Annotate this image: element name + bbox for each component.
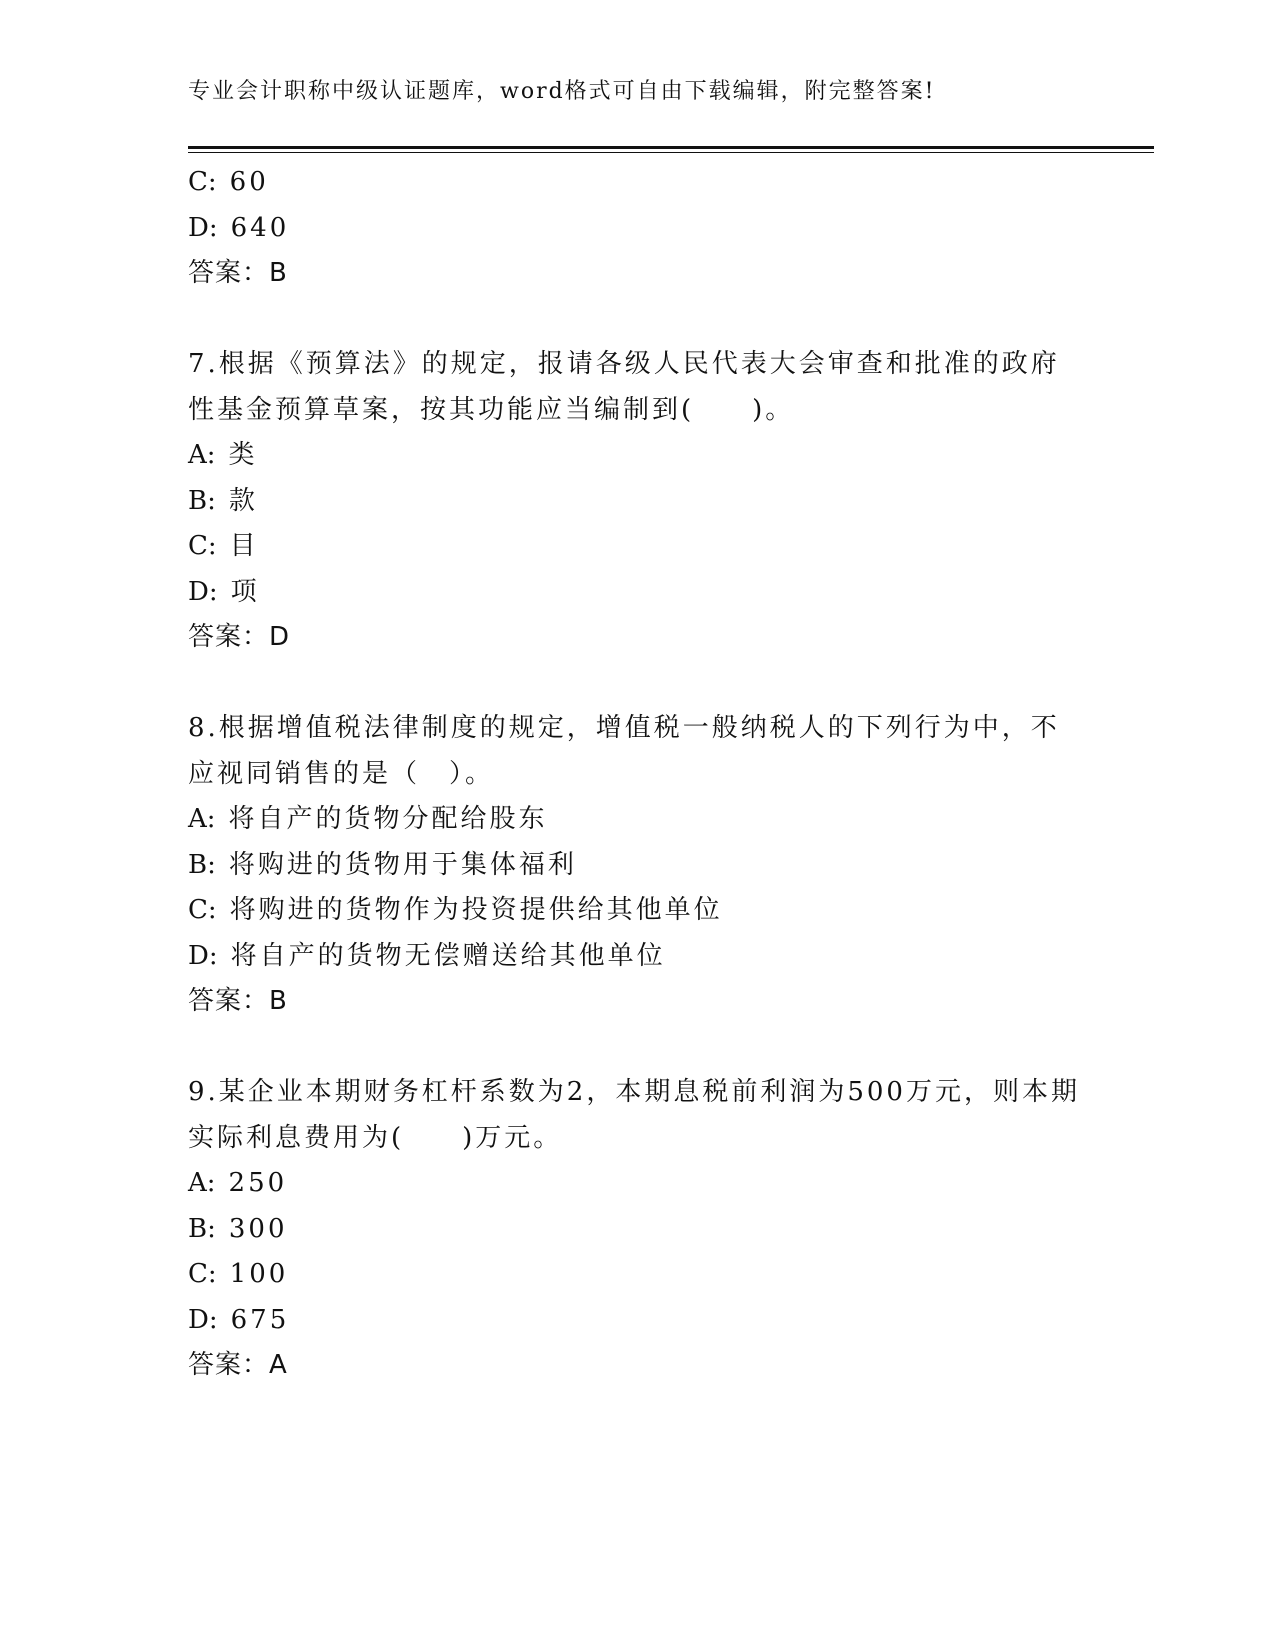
option-text: 300 [228,1213,288,1244]
question-stem-line: 性基金预算草案，按其功能应当编制到( )。 [188,394,795,425]
option-label: D [188,1304,209,1335]
option-b [188,1207,1088,1253]
question-content [188,160,1088,1389]
option-d [188,934,1088,980]
option-label: B [188,849,208,880]
option-text: 250 [228,1168,288,1198]
option-separator: : [206,1168,219,1198]
option-text: 将自产的货物无偿赠送给其他单位 [230,940,666,971]
option-separator: : [207,1259,220,1289]
option-text: 款 [228,485,258,516]
option-label: D [188,212,209,243]
option-text: 将自产的货物分配给股东 [228,804,548,834]
page-header: 专业会计职称中级认证题库，word格式可自由下载编辑，附完整答案! [188,79,936,104]
option-separator: : [208,212,221,243]
option-label: A [188,440,207,470]
option-label: A [188,1168,207,1198]
question-9 [188,1070,1088,1389]
spacer [188,1025,1088,1071]
option-text: 100 [229,1259,289,1289]
option-text: 将购进的货物用于集体福利 [228,849,577,880]
spacer [188,297,1088,343]
question-7 [188,342,1088,661]
option-label: C [188,1259,208,1289]
option-separator: : [207,485,219,516]
question-stem-line: 应视同销售的是（ ）。 [188,758,495,789]
answer-line: 答案：B [188,986,288,1016]
option-separator: : [207,531,220,561]
option-a [188,1161,1088,1207]
option-label: D [188,576,209,607]
option-b [188,843,1088,889]
option-label: D [188,940,209,971]
option-separator: : [207,167,220,197]
option-label: C [188,531,208,561]
option-separator: : [208,576,221,607]
question-stem-line: 9.某企业本期财务杠杆系数为2，本期息税前利润为500万元，则本期 [188,1077,1080,1107]
option-separator: : [207,849,219,880]
question-stem-line: 7.根据《预算法》的规定，报请各级人民代表大会审查和批准的政府 [188,349,1060,379]
answer-line: 答案：B [188,258,288,288]
option-text: 目 [229,531,259,561]
option-b [188,479,1088,525]
option-separator: : [208,940,221,971]
header-rule-thick [188,146,1154,149]
option-text: 675 [230,1304,290,1335]
option-label: A [188,804,207,834]
option-text: 将购进的货物作为投资提供给其他单位 [229,895,723,925]
option-separator: : [207,895,220,925]
option-label: C [188,167,208,197]
option-c [188,1252,1088,1298]
option-text: 640 [230,212,290,243]
option-c [188,888,1088,934]
option-separator: : [208,1304,221,1335]
option-text: 60 [229,167,269,197]
header-rule-thin [188,152,1154,153]
option-c [188,160,1088,206]
option-a [188,433,1088,479]
prev-question [188,160,1088,297]
answer-line: 答案：A [188,1350,288,1380]
option-label: C [188,895,208,925]
option-a [188,797,1088,843]
question-8 [188,706,1088,1025]
option-label: B [188,1213,208,1244]
question-stem-line: 实际利息费用为( )万元。 [188,1122,563,1153]
question-stem-line: 8.根据增值税法律制度的规定，增值税一般纳税人的下列行为中，不 [188,713,1060,743]
option-c [188,524,1088,570]
option-d [188,1298,1088,1344]
option-d [188,206,1088,252]
option-separator: : [206,804,219,834]
option-separator: : [207,1213,219,1244]
option-separator: : [206,440,219,470]
option-text: 类 [228,440,258,470]
option-text: 项 [230,576,260,607]
answer-line: 答案：D [188,622,291,652]
option-d [188,570,1088,616]
spacer [188,661,1088,707]
option-label: B [188,485,208,516]
